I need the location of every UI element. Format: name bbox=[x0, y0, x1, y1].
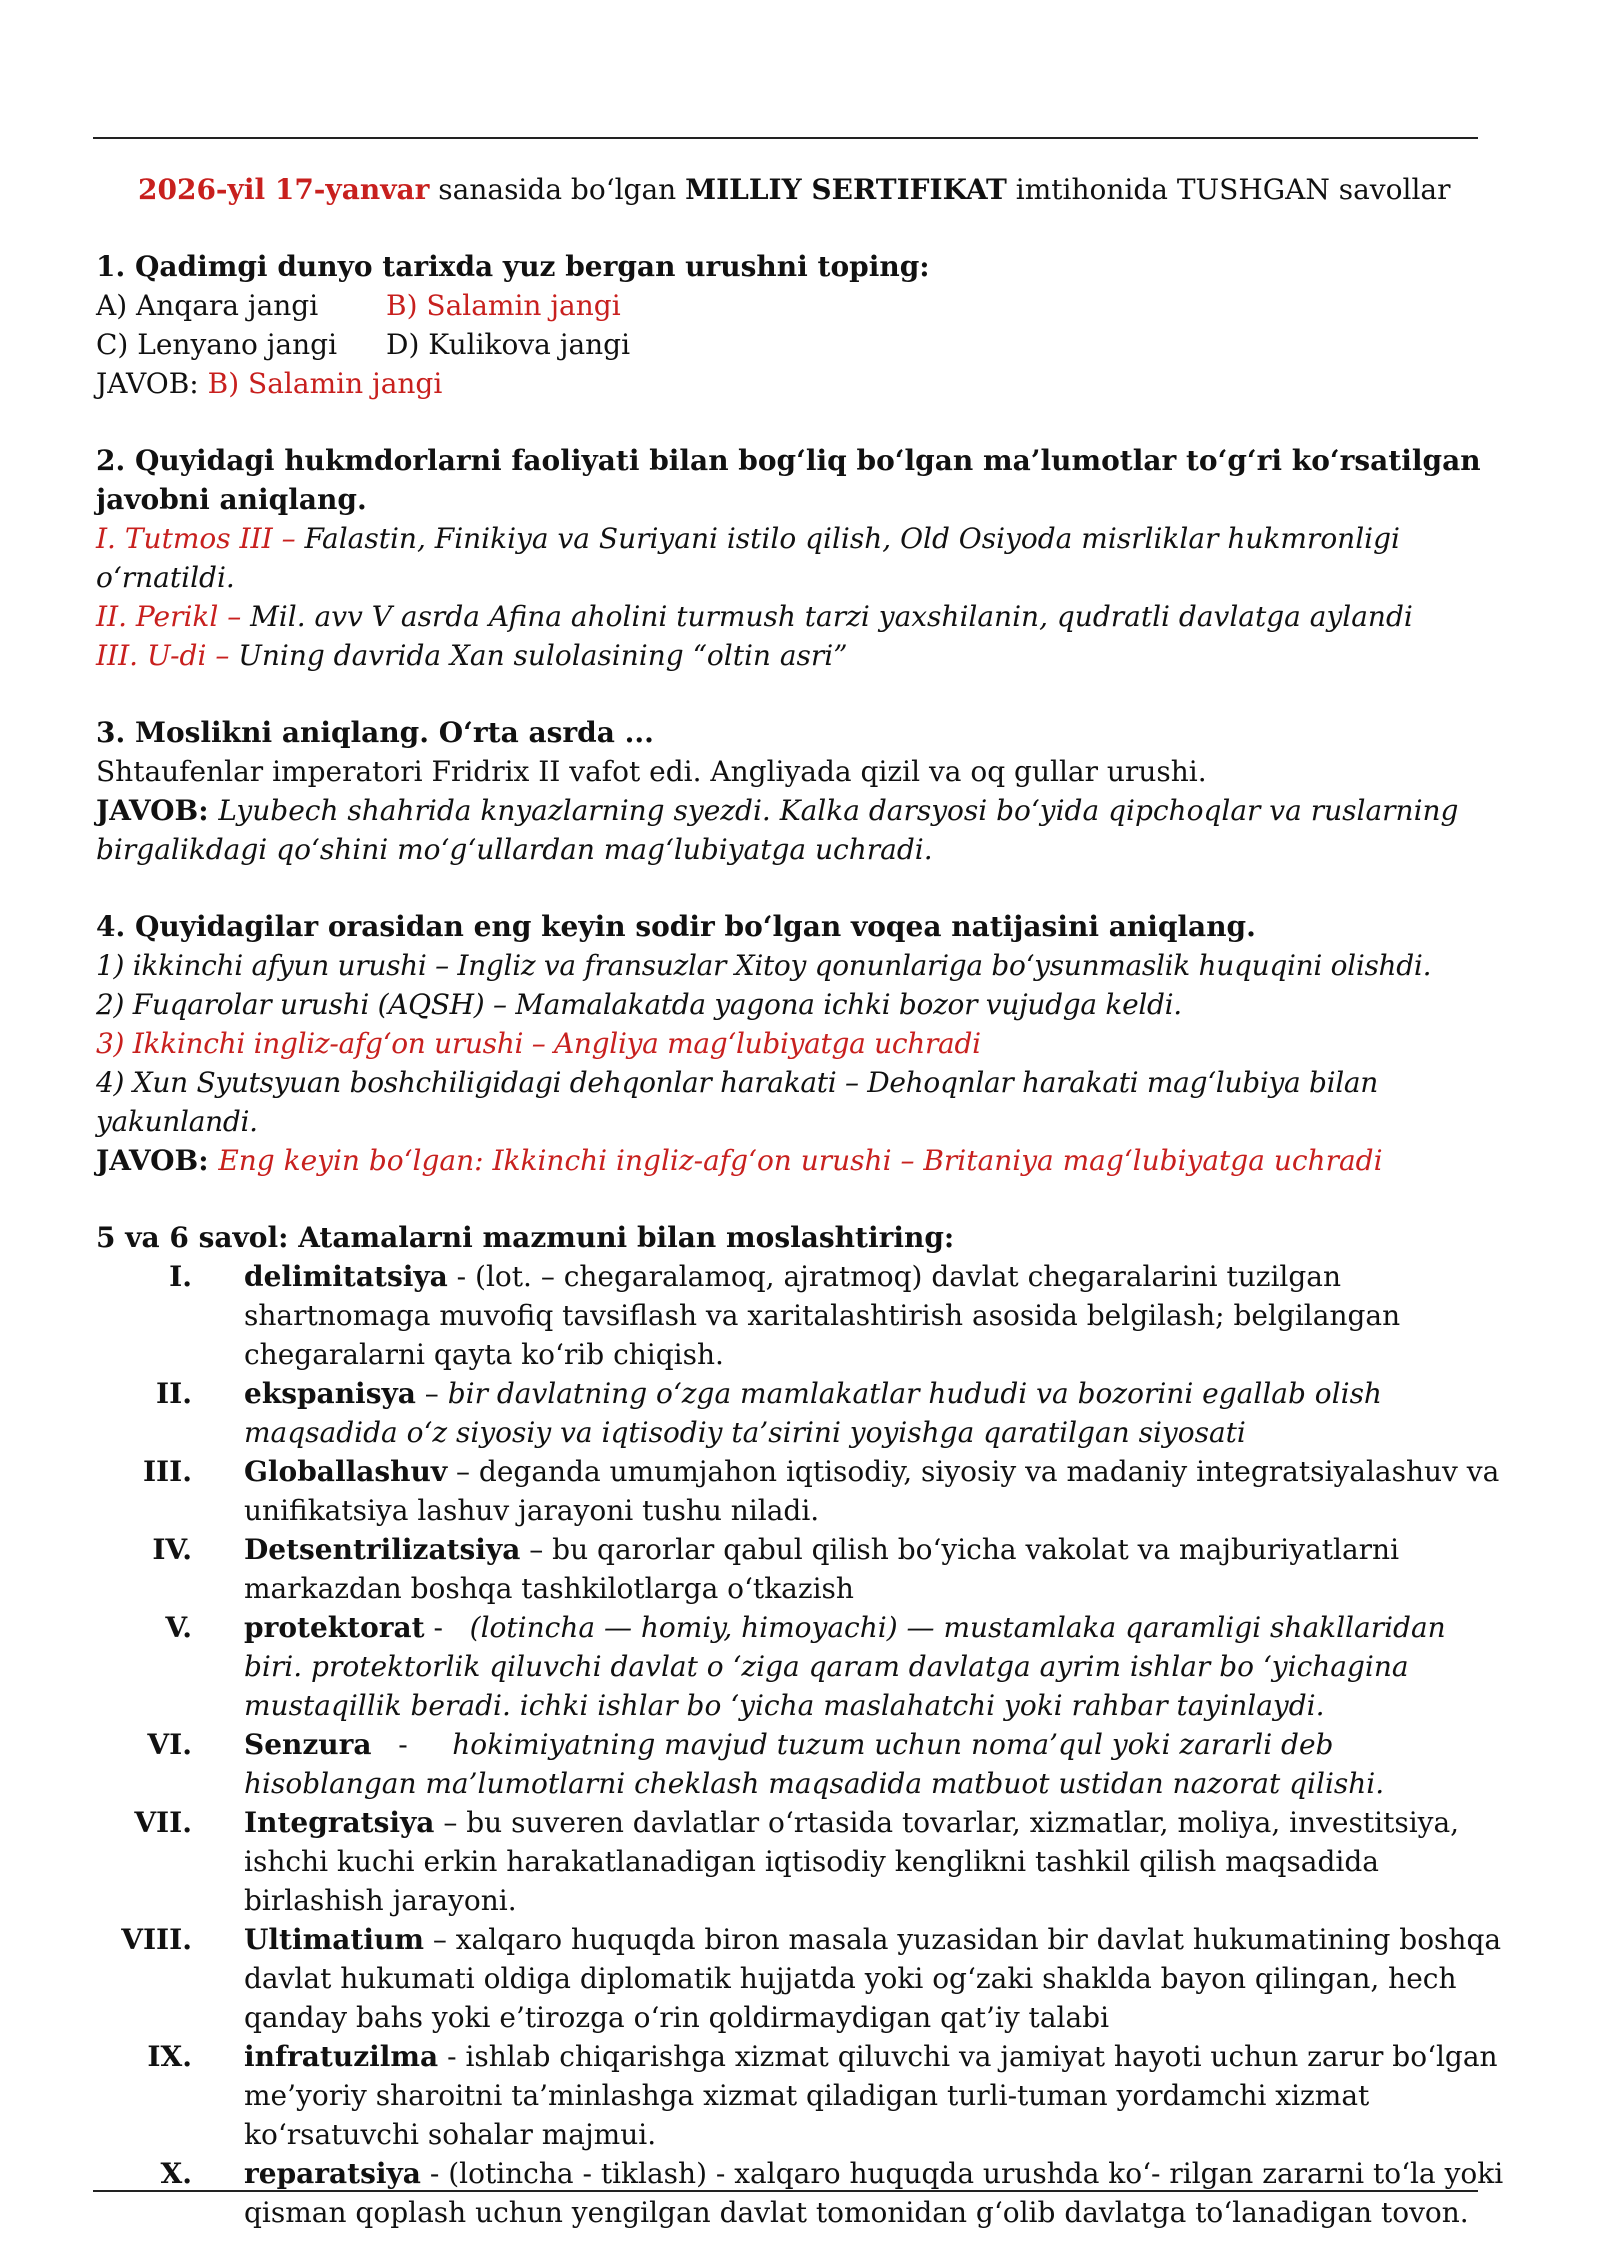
term-number: VIII. bbox=[121, 1923, 192, 1956]
term-separator: – bbox=[415, 1377, 448, 1410]
term-number: X. bbox=[160, 2157, 192, 2190]
list-item: 1) ikkinchi afyun urushi – Ingliz va fransuzlar Xitoy qonunlariga bo‘ysunmaslik huquqini olishdi. bbox=[96, 949, 1432, 982]
term-number: II. bbox=[156, 1377, 192, 1410]
terms-list bbox=[96, 1257, 1506, 2232]
term-definition: bir davlatning o‘zga mamlakatlar hududi va bozorini egallab olish maqsadida o‘z siyosiy va iqtisodiy ta’sirini yoyishga qaratilgan siyosati bbox=[244, 1377, 1382, 1449]
option-d: D) Kulikova jangi bbox=[386, 328, 631, 361]
option-c: C) Lenyano jangi bbox=[96, 328, 338, 361]
question-4 bbox=[96, 907, 1506, 1180]
answer-text: B) Salamin jangi bbox=[207, 367, 443, 400]
answer-label: JAVOB: bbox=[96, 794, 219, 827]
term-separator: – bbox=[423, 1923, 456, 1956]
option-b: B) Salamin jangi bbox=[386, 289, 621, 322]
term-name: infratuzilma bbox=[244, 2040, 439, 2073]
term-number: IX. bbox=[147, 2040, 192, 2073]
list-item: 2) Fuqarolar urushi (AQSH) – Mamalakatda yagona ichki bozor vujudga keldi. bbox=[96, 988, 1182, 1021]
exam-name: MILLIY SERTIFIKAT bbox=[685, 173, 1007, 206]
term-separator: - bbox=[438, 2040, 466, 2073]
term-row bbox=[96, 1920, 1506, 2037]
term-separator: - bbox=[447, 1260, 476, 1293]
document-body bbox=[96, 170, 1506, 2232]
list-item bbox=[96, 519, 1506, 597]
answer-text: Eng keyin bo‘lgan: Ikkinchi ingliz-afg‘on urushi – Britaniya mag‘lubiyatga uchradi bbox=[218, 1144, 1383, 1177]
question-5-6 bbox=[96, 1218, 1506, 2232]
item-label: III. U-di – bbox=[96, 639, 239, 672]
term-separator: – bbox=[434, 1806, 467, 1839]
term-number: VII. bbox=[134, 1806, 192, 1839]
list-item: 4) Xun Syutsyuan boshchiligidagi dehqonlar harakati – Dehoqnlar harakati mag‘lubiya bilan yakunlandi. bbox=[96, 1066, 1379, 1138]
term-row bbox=[96, 1452, 1506, 1530]
top-rule bbox=[93, 137, 1478, 139]
question-5-6-title: 5 va 6 savol: Atamalarni mazmuni bilan moslashtiring: bbox=[96, 1221, 955, 1254]
term-definition: bu suveren davlatlar o‘rtasida tovarlar, xizmatlar, moliya, investitsiya, ishchi kuchi erkin harakatlanadigan iqtisodiy kenglikni tashkil qilish maqsadida birlashish jarayoni. bbox=[244, 1806, 1460, 1917]
term-number: V. bbox=[165, 1611, 192, 1644]
header-text-2: imtihonida TUSHGAN savollar bbox=[1006, 173, 1451, 206]
term-number: III. bbox=[142, 1455, 192, 1488]
question-3 bbox=[96, 713, 1506, 869]
term-row bbox=[96, 2037, 1506, 2154]
item-text: Falastin, Finikiya va Suriyani istilo qilish, Old Osiyoda misrliklar hukmronligi o‘rnatildi. bbox=[96, 522, 1400, 594]
question-2 bbox=[96, 441, 1506, 675]
answer-label: JAVOB: bbox=[96, 1144, 219, 1177]
term-number: VI. bbox=[147, 1728, 192, 1761]
term-row bbox=[96, 1725, 1506, 1803]
term-row bbox=[96, 1374, 1506, 1452]
term-separator: – bbox=[447, 1455, 479, 1488]
term-row bbox=[96, 1257, 1506, 1374]
term-separator: - bbox=[424, 1611, 470, 1644]
term-name: delimitatsiya bbox=[244, 1260, 448, 1293]
question-2-title: 2. Quyidagi hukmdorlarni faoliyati bilan bog‘liq bo‘lgan ma’lumotlar to‘g‘ri ko‘rsatilgan javobni aniqlang. bbox=[96, 444, 1481, 516]
term-name: Senzura bbox=[244, 1728, 372, 1761]
item-text: Uning davrida Xan sulolasining “oltin asri” bbox=[238, 639, 848, 672]
question-1-options bbox=[96, 286, 1506, 364]
term-name: reparatsiya bbox=[244, 2157, 421, 2190]
term-definition: (lotincha - tiklash) - xalqaro huquqda urushda ko‘- rilgan zararni to‘la yoki qisman qoplash uchun yengilgan davlat tomonidan g‘olib davlatga to‘lanadigan tovon. bbox=[244, 2157, 1504, 2229]
term-name: ekspanisya bbox=[244, 1377, 416, 1410]
term-definition: deganda umumjahon iqtisodiy, siyosiy va madaniy integratsiyalashuv va unifikatsiya lashuv jarayoni tushu niladi. bbox=[244, 1455, 1500, 1527]
term-definition: (lotincha — homiy, himoyachi) — mustamlaka qaramligi shakllaridan biri. protektorlik qiluvchi davlat o ‘ziga qaram davlatga ayrim ishlar bo ‘yichagina mustaqillik beradi. ichki ishlar bo ‘yicha maslahatchi yoki rahbar tayinlaydi. bbox=[244, 1611, 1446, 1722]
term-name: Globallashuv bbox=[244, 1455, 448, 1488]
term-name: Ultimatium bbox=[244, 1923, 424, 1956]
bottom-rule bbox=[93, 2190, 1478, 2192]
header-text-1: sanasida bo‘lgan bbox=[429, 173, 686, 206]
term-row bbox=[96, 1608, 1506, 1725]
list-item-correct: 3) Ikkinchi ingliz-afg‘on urushi – Angliya mag‘lubiyatga uchradi bbox=[96, 1027, 981, 1060]
term-separator: - bbox=[420, 2157, 449, 2190]
term-name: Integratsiya bbox=[244, 1806, 435, 1839]
question-1-answer bbox=[96, 364, 1506, 403]
item-label: II. Perikl – bbox=[96, 600, 251, 633]
page-header bbox=[138, 170, 1506, 209]
term-definition: bu qarorlar qabul qilish bo‘yicha vakolat va majburiyatlarni markazdan boshqa tashkilotlarga o‘tkazish bbox=[244, 1533, 1400, 1605]
term-definition: (lot. – chegaralamoq, ajratmoq) davlat chegaralarini tuzilgan shartnomaga muvofiq tavsiflash va xaritalashtirish asosida belgilash; belgilangan chegaralarni qayta ko‘rib chiqish. bbox=[244, 1260, 1401, 1371]
answer-label: JAVOB: bbox=[96, 367, 208, 400]
term-name: Detsentrilizatsiya bbox=[244, 1533, 521, 1566]
term-row bbox=[96, 2154, 1506, 2232]
term-separator: – bbox=[520, 1533, 553, 1566]
term-name: protektorat bbox=[244, 1611, 425, 1644]
question-4-title: 4. Quyidagilar orasidan eng keyin sodir bo‘lgan voqea natijasini aniqlang. bbox=[96, 910, 1256, 943]
exam-date: 2026-yil 17-yanvar bbox=[138, 173, 430, 206]
term-number: I. bbox=[169, 1260, 192, 1293]
term-separator: - bbox=[371, 1728, 453, 1761]
option-a: A) Anqara jangi bbox=[96, 289, 319, 322]
question-4-answer bbox=[96, 1141, 1506, 1180]
list-item bbox=[96, 597, 1506, 636]
question-3-answer bbox=[96, 791, 1506, 869]
term-number: IV. bbox=[152, 1533, 192, 1566]
question-1-title: 1. Qadimgi dunyo tarixda yuz bergan urushni toping: bbox=[96, 250, 930, 283]
question-1 bbox=[96, 247, 1506, 403]
question-3-text: Shtaufenlar imperatori Fridrix II vafot edi. Angliyada qizil va oq gullar urushi. bbox=[96, 755, 1207, 788]
item-label: I. Tutmos III – bbox=[96, 522, 305, 555]
answer-text: Lyubech shahrida knyazlarning syezdi. Kalka darsyosi bo‘yida qipchoqlar va ruslarning birgalikdagi qo‘shini mo‘g‘ullardan mag‘lubiyatga uchradi. bbox=[96, 794, 1459, 866]
term-definition: hokimiyatning mavjud tuzum uchun noma’qul yoki zararli deb hisoblangan ma’lumotlarni cheklash maqsadida matbuot ustidan nazorat qilishi. bbox=[244, 1728, 1385, 1800]
term-row bbox=[96, 1803, 1506, 1920]
term-definition: xalqaro huquqda biron masala yuzasidan bir davlat hukumatining boshqa davlat hukumati oldiga diplomatik hujjatda yoki og‘zaki shaklda bayon qilingan, hech qanday bahs yoki e’tirozga o‘rin qoldirmaydigan qat’iy talabi bbox=[244, 1923, 1502, 2034]
term-definition: ishlab chiqarishga xizmat qiluvchi va jamiyat hayoti uchun zarur bo‘lgan me’yoriy sharoitni ta’minlashga xizmat qiladigan turli-tuman yordamchi xizmat ko‘rsatuvchi sohalar majmui. bbox=[244, 2040, 1498, 2151]
list-item bbox=[96, 636, 1506, 675]
term-row bbox=[96, 1530, 1506, 1608]
item-text: Mil. avv V asrda Afina aholini turmush tarzi yaxshilanin, qudratli davlatga aylandi bbox=[250, 600, 1413, 633]
question-3-title: 3. Moslikni aniqlang. O‘rta asrda ... bbox=[96, 716, 654, 749]
